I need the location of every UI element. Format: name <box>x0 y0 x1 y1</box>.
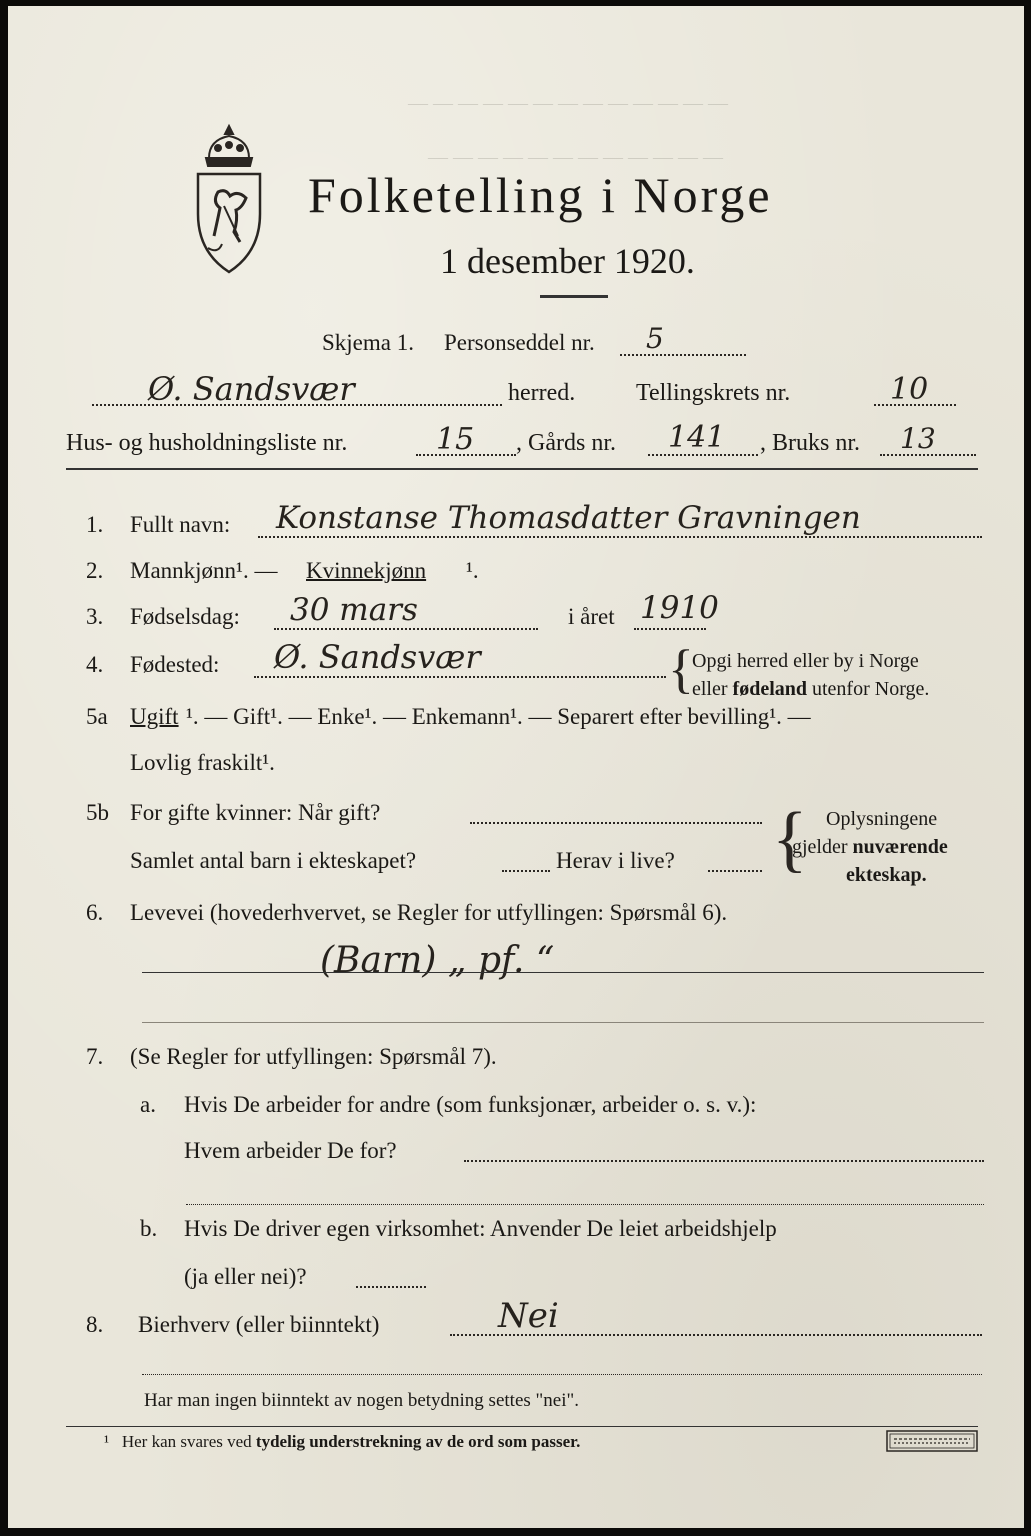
footer-note: Har man ingen biinntekt av nogen betydning settes "nei". <box>144 1390 579 1411</box>
personseddel-line <box>620 354 746 356</box>
q2-number: 2. <box>86 558 104 583</box>
herred-label: herred. <box>508 380 576 406</box>
q5b-alive-line <box>708 870 762 872</box>
title-divider <box>540 295 608 298</box>
q6-line1 <box>142 972 984 973</box>
occupation-value[interactable]: (Barn) „ pf. “ <box>320 940 555 981</box>
personseddel-label: Personseddel nr. <box>444 330 595 355</box>
q3-date-line <box>274 628 538 630</box>
q7a-letter: a. <box>140 1092 156 1117</box>
form-title: Folketelling i Norge <box>308 167 773 223</box>
q4-number: 4. <box>86 652 104 677</box>
q5b-brace: { <box>772 798 808 880</box>
q7a-extra-line <box>186 1204 984 1205</box>
side-income-value[interactable]: Nei <box>498 1296 559 1336</box>
q5b-children-label: Samlet antal barn i ekteskapet? <box>130 848 417 873</box>
full-name-value[interactable]: Konstanse Thomasdatter Gravningen <box>276 500 861 536</box>
birthplace-value[interactable]: Ø. Sandsvær <box>274 638 481 676</box>
q7b-line2-label: (ja eller nei)? <box>184 1264 307 1289</box>
birthdate-value[interactable]: 30 mars <box>290 592 418 628</box>
birth-year-value[interactable]: 1910 <box>640 590 719 626</box>
marital-fraskilt-option[interactable]: Lovlig fraskilt¹. <box>130 750 275 775</box>
q3-year-line <box>634 628 706 630</box>
husliste-value[interactable]: 15 <box>436 422 475 457</box>
q3-number: 3. <box>86 604 104 629</box>
footnote <box>104 1432 580 1452</box>
footnote-text: Her kan svares ved <box>121 1432 256 1451</box>
q5b-married-when-label: For gifte kvinner: Når gift? <box>130 800 381 825</box>
gards-value[interactable]: 141 <box>668 420 726 455</box>
q3-label: Fødselsdag: <box>130 604 240 629</box>
gender-male-option[interactable]: Mannkjønn¹. — <box>130 558 278 583</box>
q8-label: Bierhverv (eller biinntekt) <box>138 1312 380 1337</box>
q1-line <box>258 536 982 538</box>
census-date: 1 desember 1920. <box>440 241 695 281</box>
q7-number: 7. <box>86 1044 104 1069</box>
q5b-note-line3: ekteskap. <box>846 864 927 886</box>
q7a-label: Hvis De arbeider for andre (som funksjonær, arbeider o. s. v.): <box>184 1092 757 1117</box>
header-divider <box>66 468 978 470</box>
printer-stamp-icon <box>886 1430 978 1452</box>
q4-note-line2 <box>692 678 929 701</box>
tellingskrets-label: Tellingskrets nr. <box>636 380 791 406</box>
q7b-letter: b. <box>140 1216 158 1241</box>
q7b-label: Hvis De driver egen virksomhet: Anvender De leiet arbeidshjelp <box>184 1216 777 1241</box>
q1-number: 1. <box>86 512 104 537</box>
q7b-answer-line <box>356 1286 426 1288</box>
personseddel-value[interactable]: 5 <box>646 322 664 355</box>
footnote-number: ¹ <box>104 1432 110 1451</box>
bruks-value[interactable]: 13 <box>900 422 936 455</box>
norwegian-lion-coat-of-arms-icon <box>184 118 274 278</box>
q5b-alive-label: Herav i live? <box>556 848 675 873</box>
footnote-bold-text: tydelig understrekning av de ord som passer. <box>255 1432 581 1451</box>
q5b-note-line1: Oplysningene <box>826 808 938 830</box>
q7a-line2-label: Hvem arbeider De for? <box>184 1138 397 1163</box>
q8-number: 8. <box>86 1312 104 1337</box>
bleed-through-text: — — — — — — — — — — — — — <box>408 92 728 114</box>
q5a-number: 5a <box>86 704 108 729</box>
q4-note-line1: Opgi herred eller by i Norge <box>692 650 919 672</box>
q4-label: Fødested: <box>130 652 220 677</box>
q8-extra-line <box>142 1374 982 1375</box>
q6-number: 6. <box>86 900 104 925</box>
q7-label: (Se Regler for utfyllingen: Spørsmål 7). <box>130 1044 497 1069</box>
herred-value[interactable]: Ø. Sandsvær <box>148 370 355 408</box>
q5b-note-line2 <box>792 836 948 859</box>
marital-ugift-option[interactable]: Ugift <box>130 704 179 729</box>
husliste-label: Hus- og husholdningsliste nr. <box>66 430 348 456</box>
q7a-employer-line <box>464 1160 984 1162</box>
q4-note-eller: eller <box>692 678 733 700</box>
skjema-label: Skjema 1. <box>322 330 414 355</box>
gender-female-option[interactable]: Kvinnekjønn <box>306 558 427 583</box>
q5b-note-gjelder: gjelder <box>792 836 853 858</box>
q6-label: Levevei (hovederhvervet, se Regler for utfyllingen: Spørsmål 6). <box>130 900 728 925</box>
marital-other-options[interactable]: ¹. — Gift¹. — Enke¹. — Enkemann¹. — Separert efter bevilling¹. — <box>186 704 811 729</box>
q5b-children-line <box>502 870 550 872</box>
gender-female-footnote: ¹. <box>466 558 479 583</box>
gards-label: , Gårds nr. <box>516 430 616 456</box>
census-form <box>8 6 1024 1528</box>
q3-year-label: i året <box>568 604 615 629</box>
bruks-label: , Bruks nr. <box>760 430 861 456</box>
bleed-through-text: — — — — — — — — — — — — <box>428 146 723 168</box>
q6-line2 <box>142 1022 984 1023</box>
q4-note-fodeland: fødeland <box>732 678 807 700</box>
q5b-number: 5b <box>86 800 109 825</box>
q4-brace: { <box>668 639 694 699</box>
q4-note-utenfor: utenfor Norge. <box>807 678 930 700</box>
tellingskrets-value[interactable]: 10 <box>890 372 929 407</box>
footer-divider <box>66 1426 978 1427</box>
q5b-married-line <box>470 822 762 824</box>
q5b-note-nuvaerende: nuværende <box>852 836 948 858</box>
q1-label: Fullt navn: <box>130 512 231 537</box>
q4-line <box>254 676 666 678</box>
